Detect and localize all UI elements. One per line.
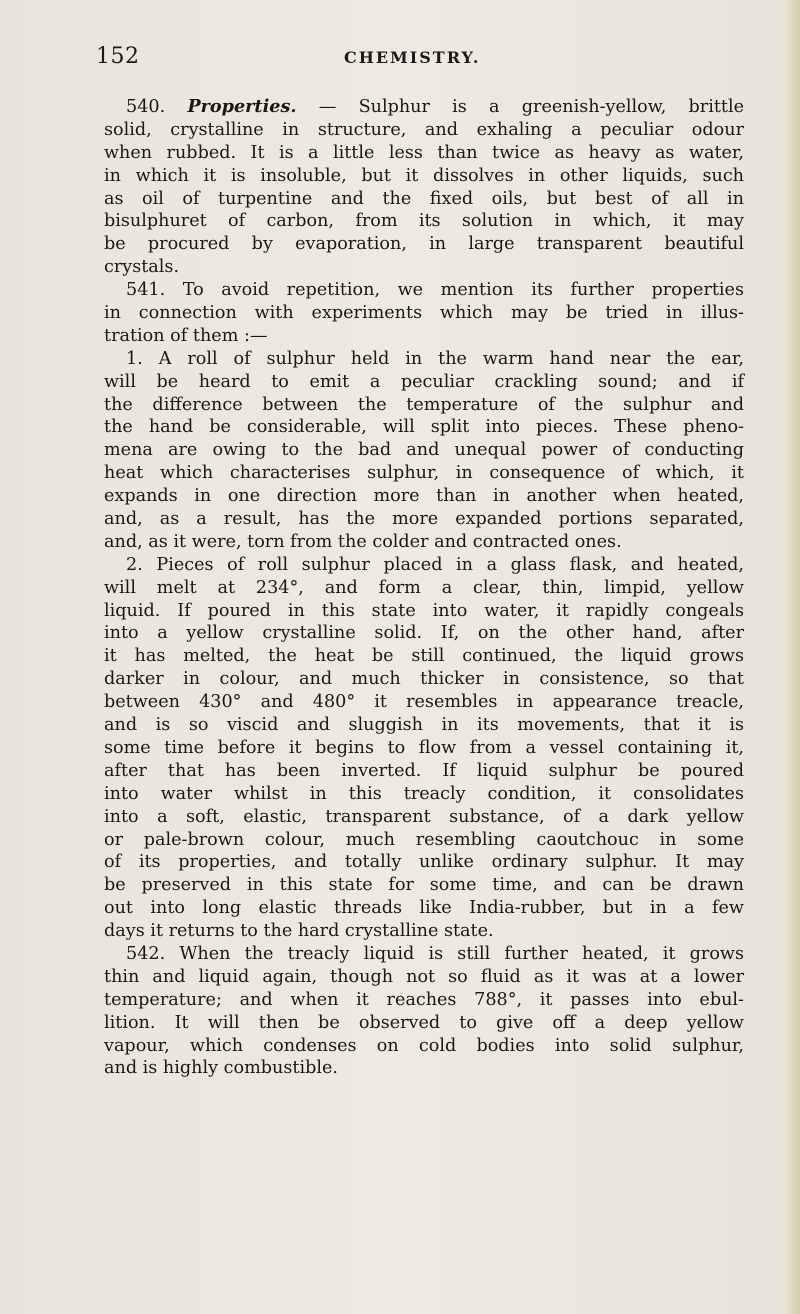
text-line: the hand be considerable, will split into pieces. These pheno-	[104, 417, 744, 438]
running-head	[96, 44, 736, 74]
text-line: be preserved in this state for some time, and can be drawn	[104, 875, 744, 896]
text-line: after that has been inverted. If liquid sulphur be poured	[104, 760, 744, 781]
body-text	[104, 96, 744, 1080]
text-line: out into long elastic threads like India-rubber, but in a few	[104, 898, 744, 919]
text-line: will be heard to emit a peculiar crackling sound; and if	[104, 371, 744, 392]
paragraph-540	[104, 96, 744, 279]
text-line: thin and liquid again, though not so fluid as it was at a lower	[104, 966, 744, 987]
text-line: expands in one direction more than in another when heated,	[104, 486, 744, 507]
text-line: 541. To avoid repetition, we mention its further properties	[126, 280, 744, 301]
text-line: liquid. If poured in this state into water, it rapidly congeals	[104, 600, 744, 621]
text-line: 1. A roll of sulphur held in the warm hand near the ear,	[126, 348, 744, 369]
text-line: be procured by evaporation, in large transparent beautiful	[104, 234, 744, 255]
text-line: or pale-brown colour, much resembling caoutchouc in some	[104, 829, 744, 850]
text-line: and is highly combustible.	[104, 1058, 338, 1079]
text-line: mena are owing to the bad and unequal power of conducting	[104, 440, 744, 461]
text-line: lition. It will then be observed to give off a deep yellow	[104, 1012, 744, 1033]
text-line: darker in colour, and much thicker in consistence, so that	[104, 669, 744, 690]
text-line: 542. When the treacly liquid is still further heated, it grows	[126, 943, 744, 964]
text-line: temperature; and when it reaches 788°, it passes into ebul-	[104, 989, 744, 1010]
text-line: tration of them :—	[104, 325, 268, 346]
text-line: into a yellow crystalline solid. If, on the other hand, after	[104, 623, 744, 644]
paragraph-541	[104, 279, 744, 348]
text-line: into water whilst in this treacly condition, it consolidates	[104, 783, 744, 804]
paragraph-542	[104, 943, 744, 1080]
text-line: and, as a result, has the more expanded portions separated,	[104, 509, 744, 530]
text-line: it has melted, the heat be still continued, the liquid grows	[104, 646, 744, 667]
text-line: into a soft, elastic, transparent substance, of a dark yellow	[104, 806, 744, 827]
text-line: days it returns to the hard crystalline state.	[104, 921, 494, 942]
text-line: in which it is insoluble, but it dissolves in other liquids, such	[104, 165, 744, 186]
text-line: solid, crystalline in structure, and exhaling a peculiar odour	[104, 119, 744, 140]
text-line: some time before it begins to flow from a vessel containing it,	[104, 737, 744, 758]
text-line: as oil of turpentine and the fixed oils, but best of all in	[104, 188, 744, 209]
paragraph-item-1	[104, 348, 744, 554]
text-line: in connection with experiments which may be tried in illus-	[104, 303, 744, 324]
text-line: will melt at 234°, and form a clear, thin, limpid, yellow	[104, 577, 744, 598]
running-title: CHEMISTRY.	[344, 48, 481, 67]
text-line: of its properties, and totally unlike ordinary sulphur. It may	[104, 852, 744, 873]
page-edge-shading	[784, 0, 800, 1314]
text-line: and is so viscid and sluggish in its movements, that it is	[104, 715, 744, 736]
section-title: Properties.	[187, 96, 297, 117]
section-number: 540.	[126, 97, 166, 117]
text-line: when rubbed. It is a little less than twice as heavy as water,	[104, 142, 744, 163]
text-line: crystals.	[104, 257, 180, 278]
paragraph-item-2	[104, 554, 744, 943]
text-line: vapour, which condenses on cold bodies into solid sulphur,	[104, 1035, 744, 1056]
text-line	[104, 96, 744, 119]
text-line: the difference between the temperature of the sulphur and	[104, 394, 744, 415]
text-line-content: — Sulphur is a greenish-yellow, brittle	[318, 97, 745, 117]
text-line: heat which characterises sulphur, in consequence of which, it	[104, 463, 744, 484]
text-line: between 430° and 480° it resembles in appearance treacle,	[104, 692, 744, 713]
text-line: bisulphuret of carbon, from its solution in which, it may	[104, 211, 744, 232]
text-line: and, as it were, torn from the colder and contracted ones.	[104, 531, 622, 552]
text-line: 2. Pieces of roll sulphur placed in a glass flask, and heated,	[126, 554, 744, 575]
page-number: 152	[96, 44, 140, 69]
